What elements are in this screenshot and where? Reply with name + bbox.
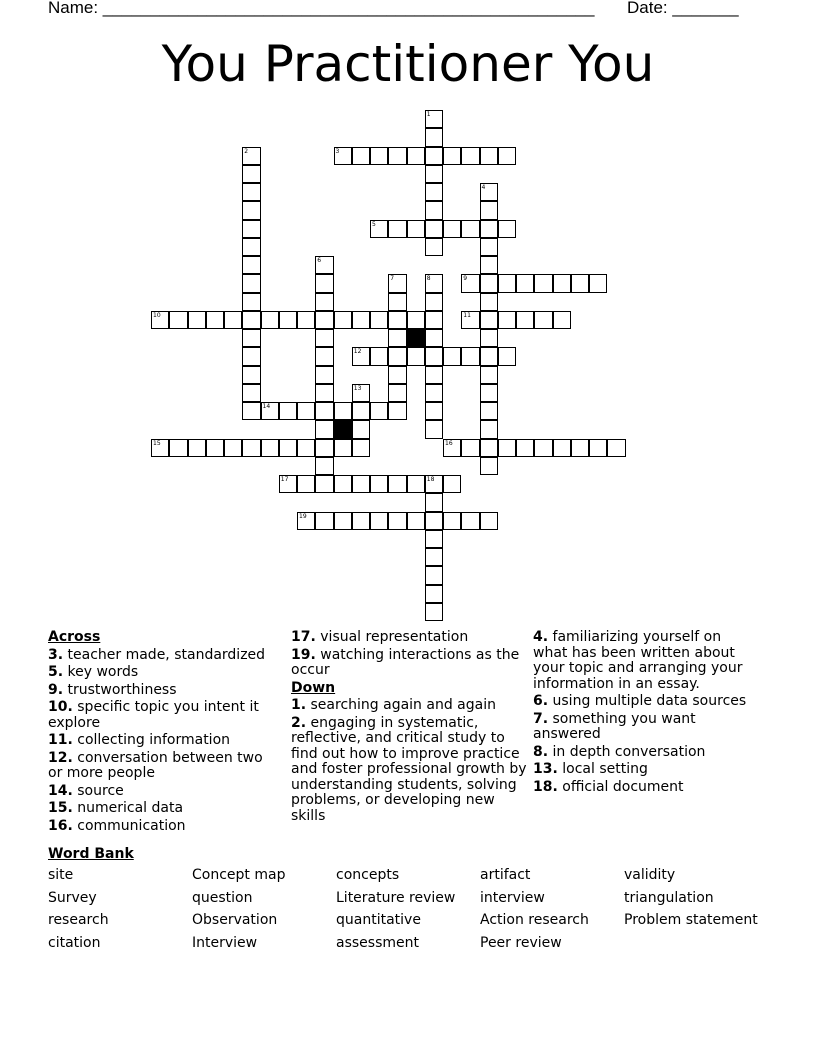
word-bank-item: validity (624, 867, 676, 883)
grid-cell[interactable] (334, 512, 352, 530)
grid-cell[interactable] (315, 402, 333, 420)
grid-cell[interactable] (388, 475, 406, 493)
cell-number: 19 (299, 512, 307, 520)
grid-cell[interactable] (443, 475, 461, 493)
grid-cell[interactable] (370, 347, 388, 365)
grid-cell[interactable] (425, 603, 443, 621)
grid-cell[interactable] (297, 475, 315, 493)
grid-cell[interactable] (425, 128, 443, 146)
grid-cell[interactable] (425, 493, 443, 511)
clue-across-12: 12. conversation between two or more people (48, 749, 263, 781)
grid-cell[interactable] (279, 402, 297, 420)
clue-down-8: 8. in depth conversation (533, 743, 706, 760)
grid-cell[interactable] (352, 420, 370, 438)
grid-cell[interactable] (425, 420, 443, 438)
grid-cell[interactable] (425, 347, 443, 365)
grid-cell[interactable] (534, 274, 552, 292)
grid-cell[interactable] (480, 402, 498, 420)
grid-cell[interactable] (279, 439, 297, 457)
grid-cell[interactable] (352, 347, 370, 365)
grid-cell[interactable] (388, 366, 406, 384)
across-heading: Across (48, 629, 101, 645)
word-bank-item: citation (48, 935, 101, 951)
grid-cell[interactable] (370, 512, 388, 530)
grid-cell[interactable] (553, 274, 571, 292)
grid-cell[interactable] (370, 311, 388, 329)
grid-cell[interactable] (480, 366, 498, 384)
grid-cell[interactable] (352, 147, 370, 165)
word-bank-item: Problem statement (624, 912, 758, 928)
grid-cell[interactable] (461, 147, 479, 165)
grid-cell[interactable] (242, 201, 260, 219)
grid-cell[interactable] (206, 311, 224, 329)
word-bank-item: research (48, 912, 109, 928)
clue-across-11: 11. collecting information (48, 732, 231, 748)
grid-cell[interactable] (242, 256, 260, 274)
grid-cell[interactable] (461, 439, 479, 457)
grid-cell[interactable] (315, 256, 333, 274)
grid-cell[interactable] (388, 311, 406, 329)
grid-cell[interactable] (315, 274, 333, 292)
grid-cell[interactable] (151, 311, 169, 329)
word-bank-item: Concept map (192, 867, 286, 883)
grid-cell[interactable] (334, 402, 352, 420)
grid-cell[interactable] (297, 311, 315, 329)
grid-cell[interactable] (370, 147, 388, 165)
grid-cell[interactable] (461, 274, 479, 292)
cell-number: 16 (445, 439, 453, 447)
grid-cell[interactable] (516, 311, 534, 329)
grid-cell[interactable] (480, 384, 498, 402)
cell-number: 18 (426, 476, 435, 483)
grid-cell[interactable] (315, 311, 333, 329)
grid-cell[interactable] (589, 274, 607, 292)
grid-cell[interactable] (407, 311, 425, 329)
clue-across-16: 16. communication (48, 817, 186, 834)
grid-cell[interactable] (388, 347, 406, 365)
grid-cell[interactable] (425, 512, 443, 530)
grid-cell[interactable] (480, 420, 498, 438)
grid-cell[interactable] (279, 475, 297, 493)
clue-down-6: 6. using multiple data sources (533, 693, 747, 709)
grid-cell[interactable] (334, 147, 352, 165)
grid-cell[interactable] (224, 439, 242, 457)
grid-cell[interactable] (242, 439, 260, 457)
cell-number: 2 (244, 147, 249, 155)
grid-cell[interactable] (480, 256, 498, 274)
grid-cell[interactable] (407, 147, 425, 165)
clue-down-7: 7. something you want answered (533, 710, 696, 742)
word-bank-item: Observation (192, 912, 278, 928)
grid-cell[interactable] (425, 274, 443, 292)
grid-cell[interactable] (480, 274, 498, 292)
grid-cell[interactable] (315, 293, 333, 311)
grid-cell[interactable] (480, 347, 498, 365)
grid-cell[interactable] (425, 530, 443, 548)
grid-cell[interactable] (425, 475, 443, 493)
grid-cell[interactable] (279, 311, 297, 329)
date-label: Date: (627, 0, 673, 17)
grid-cell[interactable] (480, 147, 498, 165)
grid-cell[interactable] (480, 220, 498, 238)
word-bank-item: question (192, 890, 253, 906)
grid-cell[interactable] (443, 147, 461, 165)
grid-cell[interactable] (443, 439, 461, 457)
grid-cell[interactable] (169, 439, 187, 457)
grid-cell[interactable] (461, 311, 479, 329)
grid-cell[interactable] (315, 329, 333, 347)
clue-across-17: 17. visual representation (291, 629, 469, 645)
grid-cell[interactable] (297, 512, 315, 530)
grid-cell[interactable] (352, 475, 370, 493)
grid-cell[interactable] (498, 147, 516, 165)
grid-cell[interactable] (571, 439, 589, 457)
grid-cell[interactable] (352, 311, 370, 329)
grid-cell[interactable] (388, 402, 406, 420)
grid-cell[interactable] (425, 329, 443, 347)
grid-cell[interactable] (352, 402, 370, 420)
grid-cell[interactable] (480, 201, 498, 219)
grid-cell[interactable] (242, 366, 260, 384)
grid-cell[interactable] (443, 512, 461, 530)
grid-cell[interactable] (206, 439, 224, 457)
cell-number: 1 (426, 111, 431, 118)
grid-cell[interactable] (242, 147, 260, 165)
grid-cell[interactable] (425, 366, 443, 384)
clue-across-14: 14. source (48, 782, 124, 799)
grid-cell[interactable] (388, 147, 406, 165)
clue-down-4: 4. familiarizing yourself on what has been written about your topic and arranging your information in an essay. (533, 629, 743, 692)
grid-cell[interactable] (407, 512, 425, 530)
grid-cell[interactable] (480, 457, 498, 475)
grid-cell[interactable] (315, 439, 333, 457)
grid-cell[interactable] (407, 347, 425, 365)
grid-cell[interactable] (315, 347, 333, 365)
cell-number: 9 (463, 275, 468, 283)
grid-cell[interactable] (388, 329, 406, 347)
grid-cell[interactable] (242, 329, 260, 347)
cell-number: 14 (262, 403, 271, 410)
grid-cell[interactable] (242, 311, 260, 329)
grid-cell[interactable] (352, 439, 370, 457)
grid-cell[interactable] (407, 220, 425, 238)
grid-cell[interactable] (461, 220, 479, 238)
grid-cell[interactable] (315, 475, 333, 493)
cell-number: 17 (280, 476, 289, 483)
grid-cell[interactable] (425, 585, 443, 603)
grid-cell[interactable] (498, 439, 516, 457)
clues-column-2 (291, 630, 527, 826)
clue-down-2: 2. engaging in systematic, reflective, and critical study to find out how to improve practice and foster professional growth by understanding students, solving problems, or developing new skills (291, 714, 527, 824)
cell-number: 3 (335, 147, 340, 155)
grid-cell[interactable] (261, 439, 279, 457)
grid-cell[interactable] (425, 238, 443, 256)
grid-cell[interactable] (315, 420, 333, 438)
grid-cell[interactable] (480, 512, 498, 530)
grid-cell[interactable] (443, 220, 461, 238)
word-bank-item: Interview (192, 935, 258, 951)
clue-down-13: 13. local setting (533, 761, 648, 777)
grid-cell[interactable] (388, 220, 406, 238)
grid-cell[interactable] (242, 347, 260, 365)
grid-cell[interactable] (388, 274, 406, 292)
clue-across-10: 10. specific topic you intent it explore (48, 699, 259, 731)
grid-cell[interactable] (607, 439, 625, 457)
grid-cell[interactable] (553, 439, 571, 457)
clue-down-1: 1. searching again and again (291, 697, 496, 713)
grid-cell[interactable] (352, 384, 370, 402)
grid-cell[interactable] (498, 311, 516, 329)
grid-cell[interactable] (425, 566, 443, 584)
grid-cell[interactable] (425, 201, 443, 219)
grid-cell[interactable] (297, 402, 315, 420)
grid-cell[interactable] (480, 293, 498, 311)
word-bank-item: Action research (480, 912, 589, 928)
grid-cell[interactable] (297, 439, 315, 457)
word-bank-item: quantitative (336, 912, 421, 928)
word-bank-item: site (48, 867, 74, 883)
cell-number: 5 (372, 220, 376, 228)
grid-cell[interactable] (242, 274, 260, 292)
clue-across-5: 5. key words (48, 664, 139, 680)
grid-cell[interactable] (498, 220, 516, 238)
grid-cell[interactable] (188, 311, 206, 329)
grid-cell[interactable] (242, 384, 260, 402)
black-cell (407, 329, 425, 347)
grid-cell[interactable] (261, 311, 279, 329)
word-bank-item: triangulation (624, 890, 714, 906)
grid-cell[interactable] (480, 439, 498, 457)
grid-cell[interactable] (480, 238, 498, 256)
word-bank-item: interview (480, 890, 545, 906)
grid-cell[interactable] (516, 274, 534, 292)
grid-cell[interactable] (425, 402, 443, 420)
grid-cell[interactable] (242, 402, 260, 420)
grid-cell[interactable] (407, 475, 425, 493)
grid-cell[interactable] (516, 439, 534, 457)
word-bank-item: concepts (336, 867, 400, 883)
grid-cell[interactable] (242, 238, 260, 256)
word-bank-item: Peer review (480, 935, 562, 951)
grid-cell[interactable] (242, 220, 260, 238)
grid-cell[interactable] (589, 439, 607, 457)
grid-cell[interactable] (352, 512, 370, 530)
clues-column-1 (48, 630, 278, 836)
cell-number: 13 (353, 384, 362, 392)
grid-cell[interactable] (425, 311, 443, 329)
grid-cell[interactable] (169, 311, 187, 329)
grid-cell[interactable] (315, 366, 333, 384)
grid-cell[interactable] (224, 311, 242, 329)
grid-cell[interactable] (388, 293, 406, 311)
cell-number: 10 (153, 311, 161, 319)
grid-cell[interactable] (242, 183, 260, 201)
grid-cell[interactable] (425, 384, 443, 402)
name-blank[interactable]: ____________________________________________________ (102, 0, 595, 17)
page-title: You Practitioner You (161, 35, 655, 93)
grid-cell[interactable] (480, 183, 498, 201)
name-label: Name: (48, 0, 103, 17)
cell-number: 6 (317, 257, 322, 264)
grid-cell[interactable] (425, 147, 443, 165)
grid-cell[interactable] (315, 512, 333, 530)
grid-cell[interactable] (334, 475, 352, 493)
grid-cell[interactable] (443, 347, 461, 365)
grid-cell[interactable] (334, 439, 352, 457)
grid-cell[interactable] (334, 311, 352, 329)
grid-cell[interactable] (315, 384, 333, 402)
word-bank-title: Word Bank (48, 846, 134, 862)
clues-column-3 (533, 630, 758, 797)
grid-cell[interactable] (425, 165, 443, 183)
cell-number: 7 (390, 275, 395, 283)
grid-cell[interactable] (498, 347, 516, 365)
grid-cell[interactable] (571, 274, 589, 292)
clue-down-18: 18. official document (533, 778, 684, 795)
grid-cell[interactable] (188, 439, 206, 457)
grid-cell[interactable] (242, 293, 260, 311)
grid-cell[interactable] (315, 457, 333, 475)
grid-cell[interactable] (480, 329, 498, 347)
grid-cell[interactable] (534, 311, 552, 329)
cell-number: 8 (426, 275, 431, 283)
grid-cell[interactable] (425, 110, 443, 128)
grid-cell[interactable] (370, 402, 388, 420)
grid-cell[interactable] (151, 439, 169, 457)
grid-cell[interactable] (498, 274, 516, 292)
grid-cell[interactable] (534, 439, 552, 457)
cell-number: 11 (463, 311, 471, 319)
grid-cell[interactable] (370, 475, 388, 493)
black-cell (334, 420, 352, 438)
word-bank-item: assessment (336, 935, 419, 951)
grid-cell[interactable] (553, 311, 571, 329)
date-blank[interactable]: _______ (672, 0, 739, 17)
down-heading: Down (291, 679, 336, 696)
word-bank-item: Literature review (336, 890, 456, 906)
word-bank-item: Survey (48, 890, 97, 906)
cell-number: 4 (481, 184, 486, 191)
word-bank-item: artifact (480, 867, 531, 883)
clue-across-9: 9. trustworthiness (48, 681, 177, 698)
grid-cell[interactable] (461, 347, 479, 365)
grid-cell[interactable] (425, 183, 443, 201)
cell-number: 12 (353, 348, 362, 356)
grid-cell[interactable] (480, 311, 498, 329)
clue-across-15: 15. numerical data (48, 800, 184, 816)
cell-number: 15 (153, 439, 161, 447)
clue-across-19: 19. watching interactions as the occur (291, 646, 520, 678)
grid-cell[interactable] (425, 220, 443, 238)
grid-cell[interactable] (370, 220, 388, 238)
grid-cell[interactable] (425, 548, 443, 566)
grid-cell[interactable] (261, 402, 279, 420)
grid-cell[interactable] (425, 293, 443, 311)
grid-cell[interactable] (388, 384, 406, 402)
grid-cell[interactable] (388, 512, 406, 530)
grid-cell[interactable] (461, 512, 479, 530)
grid-cell[interactable] (242, 165, 260, 183)
clue-across-3: 3. teacher made, standardized (48, 646, 266, 663)
